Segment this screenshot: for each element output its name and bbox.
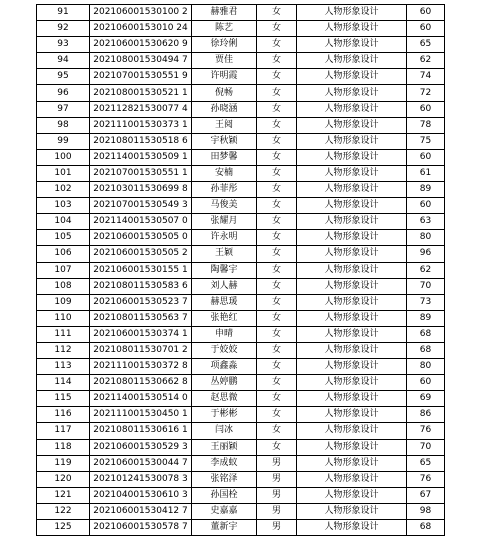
student-id-cell: 202103011530699 8 bbox=[90, 182, 192, 198]
student-id-cell: 202101241530078 3 bbox=[90, 471, 192, 487]
gender-cell: 女 bbox=[257, 214, 297, 230]
table-row bbox=[37, 359, 445, 375]
score-cell: 60 bbox=[407, 149, 445, 165]
gender-cell: 女 bbox=[257, 101, 297, 117]
row-number-cell: 92 bbox=[37, 21, 90, 37]
gender-cell: 女 bbox=[257, 69, 297, 85]
student-name-cell: 许明霞 bbox=[192, 69, 257, 85]
table-row bbox=[37, 439, 445, 455]
student-name-cell: 安楠 bbox=[192, 165, 257, 181]
gender-cell: 女 bbox=[257, 230, 297, 246]
score-cell: 60 bbox=[407, 5, 445, 21]
score-cell: 74 bbox=[407, 69, 445, 85]
score-cell: 60 bbox=[407, 375, 445, 391]
row-number-cell: 113 bbox=[37, 359, 90, 375]
gender-cell: 女 bbox=[257, 37, 297, 53]
score-cell: 65 bbox=[407, 37, 445, 53]
student-id-cell: 202108011530616 1 bbox=[90, 423, 192, 439]
student-name-cell: 陶馨宇 bbox=[192, 262, 257, 278]
score-cell: 60 bbox=[407, 198, 445, 214]
major-cell: 人物形象设计 bbox=[297, 117, 407, 133]
score-cell: 61 bbox=[407, 165, 445, 181]
score-cell: 78 bbox=[407, 117, 445, 133]
major-cell: 人物形象设计 bbox=[297, 278, 407, 294]
table-row bbox=[37, 375, 445, 391]
student-name-cell: 贾佳 bbox=[192, 53, 257, 69]
table-row bbox=[37, 214, 445, 230]
student-id-cell: 202106001530578 7 bbox=[90, 520, 192, 536]
student-name-cell: 宇秋颖 bbox=[192, 133, 257, 149]
table-row bbox=[37, 21, 445, 37]
table-row bbox=[37, 69, 445, 85]
score-cell: 60 bbox=[407, 21, 445, 37]
major-cell: 人物形象设计 bbox=[297, 471, 407, 487]
row-number-cell: 96 bbox=[37, 85, 90, 101]
major-cell: 人物形象设计 bbox=[297, 520, 407, 536]
student-id-cell: 202107001530551 9 bbox=[90, 69, 192, 85]
table-row bbox=[37, 85, 445, 101]
major-cell: 人物形象设计 bbox=[297, 262, 407, 278]
gender-cell: 女 bbox=[257, 294, 297, 310]
student-id-cell: 202108011530563 7 bbox=[90, 310, 192, 326]
major-cell: 人物形象设计 bbox=[297, 182, 407, 198]
row-number-cell: 98 bbox=[37, 117, 90, 133]
score-cell: 76 bbox=[407, 423, 445, 439]
student-name-cell: 王丽颖 bbox=[192, 439, 257, 455]
table-row bbox=[37, 326, 445, 342]
row-number-cell: 121 bbox=[37, 487, 90, 503]
table-row bbox=[37, 149, 445, 165]
table-row bbox=[37, 182, 445, 198]
student-id-cell: 202106001530155 1 bbox=[90, 262, 192, 278]
score-cell: 73 bbox=[407, 294, 445, 310]
row-number-cell: 100 bbox=[37, 149, 90, 165]
student-id-cell: 202106001530505 0 bbox=[90, 230, 192, 246]
student-id-cell: 202108011530583 6 bbox=[90, 278, 192, 294]
student-name-cell: 于彬彬 bbox=[192, 407, 257, 423]
major-cell: 人物形象设计 bbox=[297, 503, 407, 519]
student-name-cell: 项鑫淼 bbox=[192, 359, 257, 375]
major-cell: 人物形象设计 bbox=[297, 455, 407, 471]
gender-cell: 男 bbox=[257, 520, 297, 536]
score-cell: 68 bbox=[407, 520, 445, 536]
row-number-cell: 119 bbox=[37, 455, 90, 471]
student-id-cell: 202108011530662 8 bbox=[90, 375, 192, 391]
gender-cell: 女 bbox=[257, 342, 297, 358]
student-name-cell: 赫思瑗 bbox=[192, 294, 257, 310]
score-cell: 75 bbox=[407, 133, 445, 149]
major-cell: 人物形象设计 bbox=[297, 165, 407, 181]
student-id-cell: 202106001530412 7 bbox=[90, 503, 192, 519]
student-id-cell: 202108001530494 7 bbox=[90, 53, 192, 69]
table-row bbox=[37, 455, 445, 471]
major-cell: 人物形象设计 bbox=[297, 407, 407, 423]
student-name-cell: 许永明 bbox=[192, 230, 257, 246]
student-id-cell: 202106001530620 9 bbox=[90, 37, 192, 53]
score-cell: 96 bbox=[407, 246, 445, 262]
gender-cell: 女 bbox=[257, 391, 297, 407]
row-number-cell: 106 bbox=[37, 246, 90, 262]
student-id-cell: 202106001530529 3 bbox=[90, 439, 192, 455]
gender-cell: 女 bbox=[257, 198, 297, 214]
student-id-cell: 202112821530077 4 bbox=[90, 101, 192, 117]
student-id-cell: 202108011530518 6 bbox=[90, 133, 192, 149]
score-cell: 65 bbox=[407, 455, 445, 471]
row-number-cell: 105 bbox=[37, 230, 90, 246]
table-row bbox=[37, 503, 445, 519]
student-name-cell: 李成蚁 bbox=[192, 455, 257, 471]
major-cell: 人物形象设计 bbox=[297, 423, 407, 439]
row-number-cell: 122 bbox=[37, 503, 90, 519]
table-row bbox=[37, 198, 445, 214]
gender-cell: 女 bbox=[257, 85, 297, 101]
table-row bbox=[37, 407, 445, 423]
major-cell: 人物形象设计 bbox=[297, 310, 407, 326]
score-cell: 60 bbox=[407, 101, 445, 117]
score-cell: 89 bbox=[407, 310, 445, 326]
gender-cell: 女 bbox=[257, 53, 297, 69]
score-cell: 98 bbox=[407, 503, 445, 519]
major-cell: 人物形象设计 bbox=[297, 37, 407, 53]
table-row bbox=[37, 391, 445, 407]
gender-cell: 男 bbox=[257, 503, 297, 519]
major-cell: 人物形象设计 bbox=[297, 198, 407, 214]
table-row bbox=[37, 230, 445, 246]
student-name-cell: 赫雅君 bbox=[192, 5, 257, 21]
score-cell: 69 bbox=[407, 391, 445, 407]
gender-cell: 女 bbox=[257, 21, 297, 37]
row-number-cell: 116 bbox=[37, 407, 90, 423]
major-cell: 人物形象设计 bbox=[297, 375, 407, 391]
student-name-cell: 田梦馨 bbox=[192, 149, 257, 165]
student-id-cell: 202106001530044 7 bbox=[90, 455, 192, 471]
score-cell: 76 bbox=[407, 471, 445, 487]
row-number-cell: 112 bbox=[37, 342, 90, 358]
score-cell: 68 bbox=[407, 342, 445, 358]
student-id-cell: 202111001530450 1 bbox=[90, 407, 192, 423]
table-row bbox=[37, 165, 445, 181]
major-cell: 人物形象设计 bbox=[297, 326, 407, 342]
score-cell: 70 bbox=[407, 439, 445, 455]
table-row bbox=[37, 294, 445, 310]
score-cell: 80 bbox=[407, 359, 445, 375]
row-number-cell: 107 bbox=[37, 262, 90, 278]
student-name-cell: 张耀月 bbox=[192, 214, 257, 230]
major-cell: 人物形象设计 bbox=[297, 53, 407, 69]
gender-cell: 女 bbox=[257, 5, 297, 21]
major-cell: 人物形象设计 bbox=[297, 21, 407, 37]
gender-cell: 女 bbox=[257, 262, 297, 278]
row-number-cell: 93 bbox=[37, 37, 90, 53]
row-number-cell: 101 bbox=[37, 165, 90, 181]
row-number-cell: 99 bbox=[37, 133, 90, 149]
score-table bbox=[36, 4, 445, 536]
gender-cell: 男 bbox=[257, 487, 297, 503]
student-id-cell: 202106001530523 7 bbox=[90, 294, 192, 310]
student-name-cell: 赵思微 bbox=[192, 391, 257, 407]
table-row bbox=[37, 133, 445, 149]
score-cell: 72 bbox=[407, 85, 445, 101]
major-cell: 人物形象设计 bbox=[297, 439, 407, 455]
score-cell: 68 bbox=[407, 326, 445, 342]
table-body bbox=[37, 5, 445, 536]
gender-cell: 男 bbox=[257, 455, 297, 471]
row-number-cell: 118 bbox=[37, 439, 90, 455]
score-cell: 63 bbox=[407, 214, 445, 230]
student-name-cell: 史嘉嘉 bbox=[192, 503, 257, 519]
student-name-cell: 王阅 bbox=[192, 117, 257, 133]
student-name-cell: 马俊美 bbox=[192, 198, 257, 214]
student-name-cell: 孙菲彤 bbox=[192, 182, 257, 198]
student-name-cell: 申晴 bbox=[192, 326, 257, 342]
student-id-cell: 202114001530509 1 bbox=[90, 149, 192, 165]
table-row bbox=[37, 53, 445, 69]
gender-cell: 女 bbox=[257, 278, 297, 294]
student-name-cell: 张艳红 bbox=[192, 310, 257, 326]
score-cell: 86 bbox=[407, 407, 445, 423]
major-cell: 人物形象设计 bbox=[297, 101, 407, 117]
student-id-cell: 202114001530507 0 bbox=[90, 214, 192, 230]
row-number-cell: 117 bbox=[37, 423, 90, 439]
student-name-cell: 张铭泽 bbox=[192, 471, 257, 487]
score-cell: 62 bbox=[407, 53, 445, 69]
major-cell: 人物形象设计 bbox=[297, 342, 407, 358]
score-cell: 80 bbox=[407, 230, 445, 246]
row-number-cell: 109 bbox=[37, 294, 90, 310]
row-number-cell: 91 bbox=[37, 5, 90, 21]
major-cell: 人物形象设计 bbox=[297, 359, 407, 375]
row-number-cell: 94 bbox=[37, 53, 90, 69]
major-cell: 人物形象设计 bbox=[297, 85, 407, 101]
table-row bbox=[37, 423, 445, 439]
score-cell: 70 bbox=[407, 278, 445, 294]
student-name-cell: 王颖 bbox=[192, 246, 257, 262]
major-cell: 人物形象设计 bbox=[297, 149, 407, 165]
gender-cell: 女 bbox=[257, 149, 297, 165]
gender-cell: 女 bbox=[257, 439, 297, 455]
table-row bbox=[37, 37, 445, 53]
table-row bbox=[37, 262, 445, 278]
row-number-cell: 95 bbox=[37, 69, 90, 85]
major-cell: 人物形象设计 bbox=[297, 230, 407, 246]
gender-cell: 女 bbox=[257, 133, 297, 149]
student-id-cell: 202106001530100 2 bbox=[90, 5, 192, 21]
table-row bbox=[37, 342, 445, 358]
student-name-cell: 倪畅 bbox=[192, 85, 257, 101]
student-id-cell: 202106001530374 1 bbox=[90, 326, 192, 342]
student-id-cell: 202108001530521 1 bbox=[90, 85, 192, 101]
table-row bbox=[37, 471, 445, 487]
row-number-cell: 114 bbox=[37, 375, 90, 391]
row-number-cell: 110 bbox=[37, 310, 90, 326]
row-number-cell: 111 bbox=[37, 326, 90, 342]
student-name-cell: 闫冰 bbox=[192, 423, 257, 439]
major-cell: 人物形象设计 bbox=[297, 487, 407, 503]
gender-cell: 女 bbox=[257, 407, 297, 423]
gender-cell: 女 bbox=[257, 182, 297, 198]
student-id-cell: 202111001530372 8 bbox=[90, 359, 192, 375]
student-id-cell: 20210600153010 24 bbox=[90, 21, 192, 37]
table-row bbox=[37, 520, 445, 536]
gender-cell: 女 bbox=[257, 117, 297, 133]
student-name-cell: 刘人赫 bbox=[192, 278, 257, 294]
gender-cell: 女 bbox=[257, 359, 297, 375]
score-cell: 89 bbox=[407, 182, 445, 198]
row-number-cell: 102 bbox=[37, 182, 90, 198]
gender-cell: 女 bbox=[257, 423, 297, 439]
student-id-cell: 202108011530701 2 bbox=[90, 342, 192, 358]
student-id-cell: 202114001530514 0 bbox=[90, 391, 192, 407]
student-name-cell: 徐玲俐 bbox=[192, 37, 257, 53]
row-number-cell: 108 bbox=[37, 278, 90, 294]
student-id-cell: 202106001530505 2 bbox=[90, 246, 192, 262]
student-id-cell: 202107001530551 1 bbox=[90, 165, 192, 181]
student-id-cell: 202107001530549 3 bbox=[90, 198, 192, 214]
table-row bbox=[37, 246, 445, 262]
table-row bbox=[37, 5, 445, 21]
gender-cell: 女 bbox=[257, 326, 297, 342]
score-cell: 62 bbox=[407, 262, 445, 278]
student-name-cell: 孙国栓 bbox=[192, 487, 257, 503]
score-sheet bbox=[36, 4, 444, 536]
row-number-cell: 97 bbox=[37, 101, 90, 117]
row-number-cell: 104 bbox=[37, 214, 90, 230]
student-id-cell: 202104001530610 3 bbox=[90, 487, 192, 503]
gender-cell: 男 bbox=[257, 471, 297, 487]
table-row bbox=[37, 117, 445, 133]
major-cell: 人物形象设计 bbox=[297, 391, 407, 407]
student-name-cell: 孙晓涵 bbox=[192, 101, 257, 117]
row-number-cell: 120 bbox=[37, 471, 90, 487]
table-row bbox=[37, 310, 445, 326]
student-name-cell: 于姣姣 bbox=[192, 342, 257, 358]
major-cell: 人物形象设计 bbox=[297, 246, 407, 262]
table-row bbox=[37, 101, 445, 117]
major-cell: 人物形象设计 bbox=[297, 133, 407, 149]
row-number-cell: 103 bbox=[37, 198, 90, 214]
row-number-cell: 115 bbox=[37, 391, 90, 407]
gender-cell: 女 bbox=[257, 246, 297, 262]
table-row bbox=[37, 487, 445, 503]
student-name-cell: 陈艺 bbox=[192, 21, 257, 37]
major-cell: 人物形象设计 bbox=[297, 69, 407, 85]
major-cell: 人物形象设计 bbox=[297, 214, 407, 230]
row-number-cell: 125 bbox=[37, 520, 90, 536]
gender-cell: 女 bbox=[257, 310, 297, 326]
major-cell: 人物形象设计 bbox=[297, 294, 407, 310]
student-name-cell: 董新宇 bbox=[192, 520, 257, 536]
student-name-cell: 丛婷鹏 bbox=[192, 375, 257, 391]
table-row bbox=[37, 278, 445, 294]
gender-cell: 女 bbox=[257, 375, 297, 391]
student-id-cell: 202111001530373 1 bbox=[90, 117, 192, 133]
major-cell: 人物形象设计 bbox=[297, 5, 407, 21]
score-cell: 67 bbox=[407, 487, 445, 503]
gender-cell: 女 bbox=[257, 165, 297, 181]
